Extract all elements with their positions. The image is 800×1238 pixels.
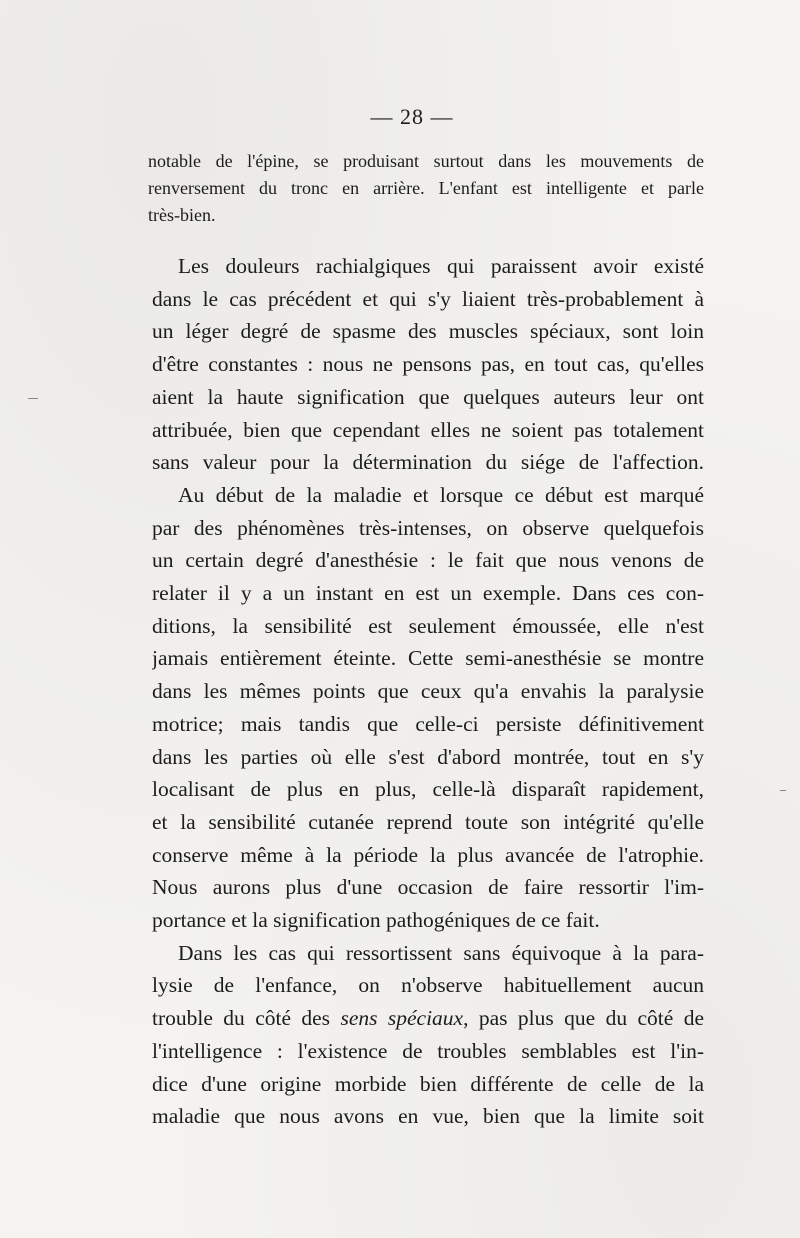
body-line: d'être constantes : nous ne pensons pas, en tout cas, qu'elles — [152, 352, 704, 377]
body-line: Nous aurons plus d'une occasion de faire ressortir l'im- — [152, 875, 704, 900]
body-line: relater il y a un instant en est un exemple. Dans ces con- — [152, 581, 704, 606]
body-line: sans valeur pour la détermination du siége de l'affection. — [152, 450, 704, 475]
body-line: Au début de la maladie et lorsque ce début est marqué — [178, 482, 704, 507]
body-line: et la sensibilité cutanée reprend toute son intégrité qu'elle — [152, 809, 704, 834]
body-line: dans les mêmes points que ceux qu'a envahis la paralysie — [152, 679, 704, 704]
body-line: un léger degré de spasme des muscles spéciaux, sont loin — [152, 319, 704, 344]
note-line: renversement du tronc en arrière. L'enfant est intelligente et parle — [148, 178, 704, 198]
body-text — [152, 250, 704, 1133]
body-line: jamais entièrement éteinte. Cette semi-anesthésie se montre — [152, 646, 704, 671]
body-line: aient la haute signification que quelques auteurs leur ont — [152, 384, 704, 409]
note-line: notable de l'épine, se produisant surtout dans les mouvements de — [148, 151, 704, 171]
body-line: motrice; mais tandis que celle-ci persiste définitivement — [152, 711, 704, 736]
case-note — [148, 148, 704, 229]
body-line: localisant de plus en plus, celle-là disparaît rapidement, — [152, 777, 704, 802]
body-line: attribuée, bien que cependant elles ne soient pas totalement — [152, 417, 704, 442]
body-line-start: trouble du côté des — [152, 1006, 341, 1031]
body-line: portance et la signification pathogéniques de ce fait. — [152, 908, 600, 933]
margin-mark — [28, 398, 38, 399]
italic-phrase: sens spéciaux — [340, 1006, 464, 1031]
body-line: ditions, la sensibilité est seulement émoussée, elle n'est — [152, 613, 704, 638]
body-line: dans les parties où elle s'est d'abord montrée, tout en s'y — [152, 744, 704, 769]
body-line: dans le cas précédent et qui s'y liaient très-probablement à — [152, 286, 704, 311]
page-number: — 28 — — [370, 104, 454, 129]
body-line-end: , pas plus que du côté de — [463, 1006, 704, 1031]
body-line: Dans les cas qui ressortissent sans équivoque à la para- — [178, 940, 704, 965]
body-line: conserve même à la période la plus avancée de l'atrophie. — [152, 842, 704, 867]
body-line — [152, 1002, 704, 1035]
margin-mark — [780, 790, 786, 791]
body-line: lysie de l'enfance, on n'observe habituellement aucun — [152, 973, 704, 998]
body-line: l'intelligence : l'existence de troubles semblables est l'in- — [152, 1038, 704, 1063]
body-line: dice d'une origine morbide bien différente de celle de la — [152, 1071, 704, 1096]
body-line: par des phénomènes très-intenses, on observe quelquefois — [152, 515, 704, 540]
body-line: Les douleurs rachialgiques qui paraissent avoir existé — [178, 254, 704, 278]
body-line: un certain degré d'anesthésie : le fait que nous venons de — [152, 548, 704, 573]
body-line: maladie que nous avons en vue, bien que la limite soit — [152, 1104, 704, 1129]
note-line: très-bien. — [148, 205, 216, 225]
